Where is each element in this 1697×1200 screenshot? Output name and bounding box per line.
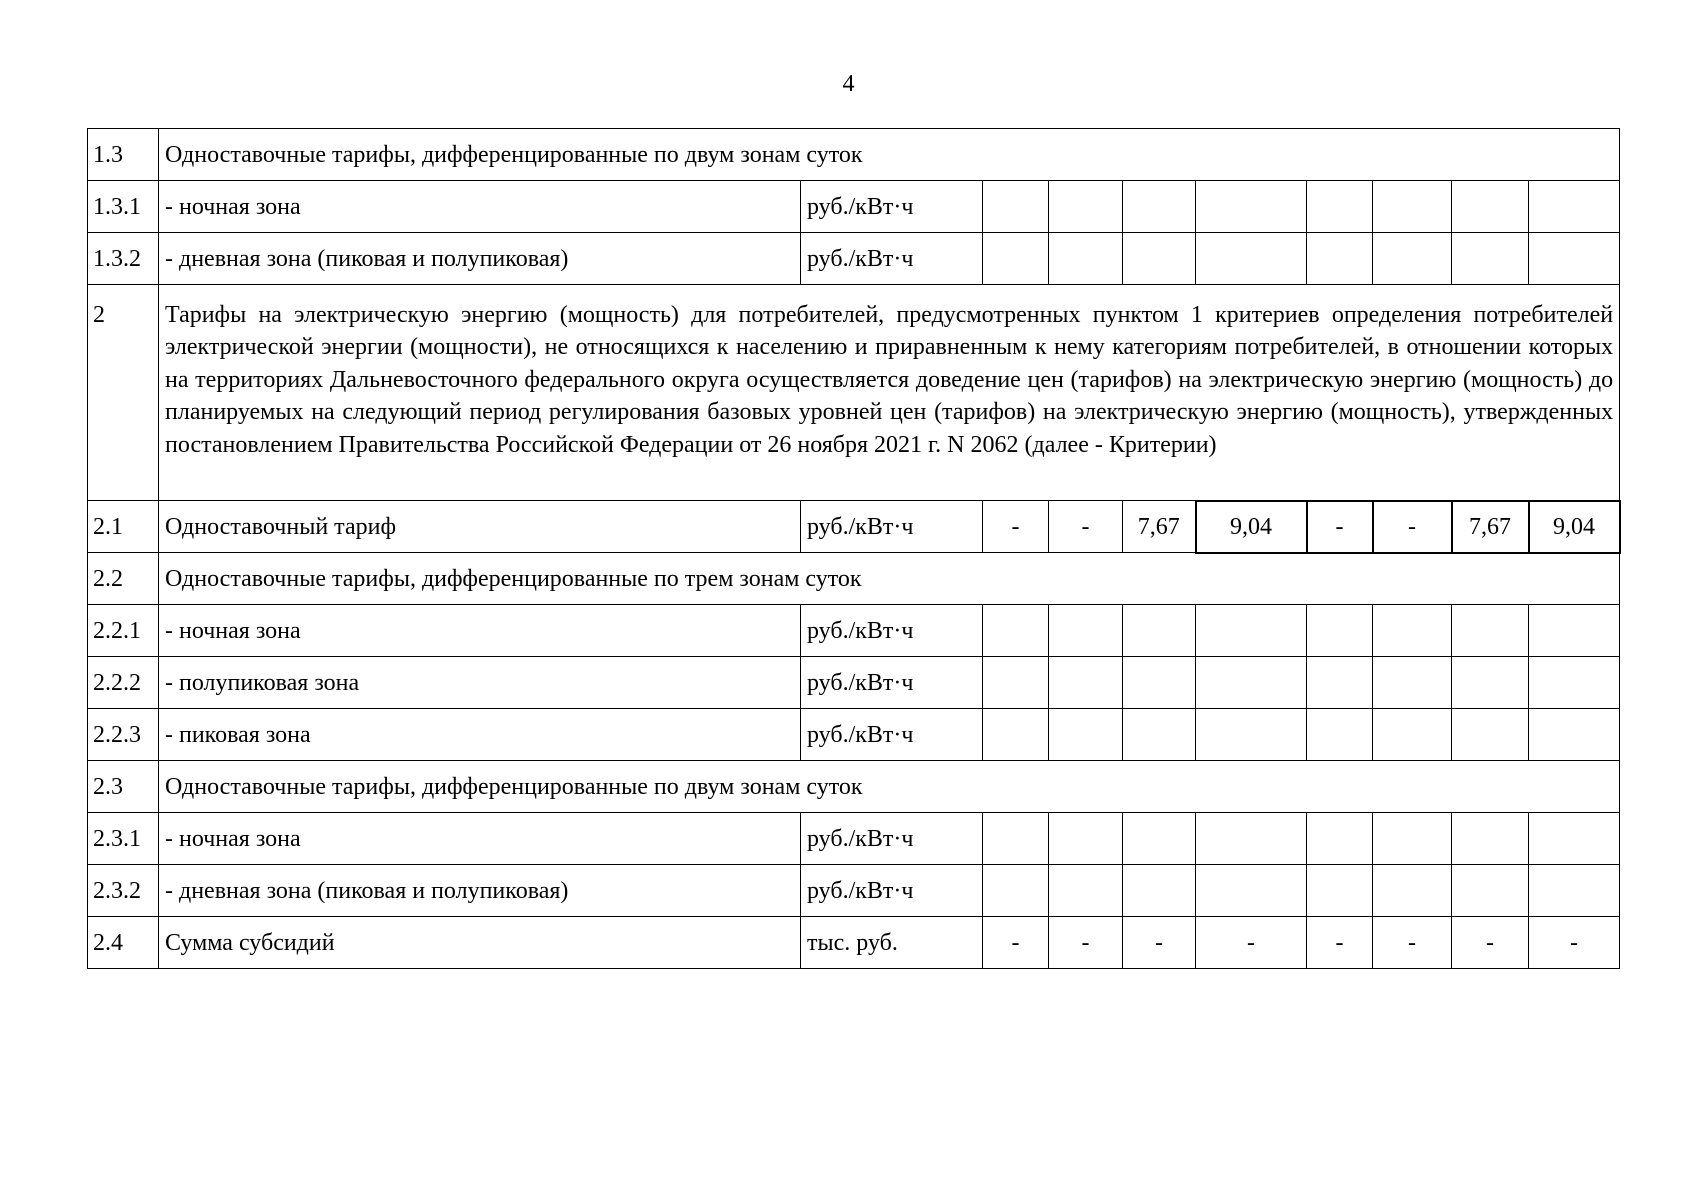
value-cell: 7,67	[1452, 501, 1529, 553]
value-cell	[1049, 865, 1123, 917]
row-name: - ночная зона	[159, 181, 801, 233]
row-unit: руб./кВт·ч	[801, 709, 983, 761]
row-number: 1.3.1	[88, 181, 159, 233]
value-cell	[983, 813, 1049, 865]
row-unit: руб./кВт·ч	[801, 605, 983, 657]
value-cell: -	[1529, 917, 1620, 969]
value-cell	[1196, 181, 1307, 233]
row-number: 2.3	[88, 761, 159, 813]
table-row	[88, 501, 1620, 553]
tariff-table	[87, 128, 1621, 969]
row-number: 2.2	[88, 553, 159, 605]
row-unit: руб./кВт·ч	[801, 233, 983, 285]
row-number: 2.2.1	[88, 605, 159, 657]
row-number: 2.4	[88, 917, 159, 969]
value-cell	[1123, 813, 1196, 865]
row-name: - дневная зона (пиковая и полупиковая)	[159, 865, 801, 917]
section-title: Одноставочные тарифы, дифференцированные по трем зонам суток	[159, 553, 1620, 605]
value-cell	[1529, 605, 1620, 657]
table-row	[88, 761, 1620, 813]
table-row	[88, 657, 1620, 709]
value-cell	[1373, 865, 1452, 917]
value-cell	[1123, 657, 1196, 709]
value-cell	[1307, 181, 1373, 233]
value-cell	[1123, 181, 1196, 233]
value-cell	[1049, 181, 1123, 233]
value-cell	[1196, 233, 1307, 285]
row-unit: руб./кВт·ч	[801, 181, 983, 233]
value-cell	[1123, 233, 1196, 285]
value-cell	[1307, 813, 1373, 865]
value-cell: 7,67	[1123, 501, 1196, 553]
value-cell	[983, 605, 1049, 657]
value-cell	[1307, 233, 1373, 285]
table-row	[88, 813, 1620, 865]
page-number: 4	[842, 71, 855, 97]
table-row	[88, 917, 1620, 969]
value-cell	[1049, 709, 1123, 761]
value-cell	[1529, 813, 1620, 865]
value-cell: -	[1307, 917, 1373, 969]
row-name: - пиковая зона	[159, 709, 801, 761]
value-cell	[1452, 605, 1529, 657]
value-cell	[1196, 605, 1307, 657]
value-cell	[1196, 865, 1307, 917]
value-cell	[983, 709, 1049, 761]
value-cell: 9,04	[1529, 501, 1620, 553]
value-cell	[983, 657, 1049, 709]
row-number: 1.3.2	[88, 233, 159, 285]
row-name: - ночная зона	[159, 813, 801, 865]
value-cell	[1529, 657, 1620, 709]
value-cell	[983, 233, 1049, 285]
value-cell	[1452, 813, 1529, 865]
row-number: 2.1	[88, 501, 159, 553]
value-cell	[1049, 233, 1123, 285]
value-cell	[1307, 657, 1373, 709]
value-cell	[1049, 605, 1123, 657]
table-row	[88, 285, 1620, 501]
value-cell	[1529, 865, 1620, 917]
row-name: Одноставочный тариф	[159, 501, 801, 553]
row-name: - полупиковая зона	[159, 657, 801, 709]
value-cell	[1307, 605, 1373, 657]
value-cell: -	[1196, 917, 1307, 969]
row-number: 2.3.1	[88, 813, 159, 865]
value-cell	[1529, 233, 1620, 285]
value-cell: -	[983, 917, 1049, 969]
row-unit: руб./кВт·ч	[801, 813, 983, 865]
row-name: Сумма субсидий	[159, 917, 801, 969]
table-row	[88, 129, 1620, 181]
row-number: 2.2.3	[88, 709, 159, 761]
value-cell	[1529, 181, 1620, 233]
row-unit: тыс. руб.	[801, 917, 983, 969]
row-unit: руб./кВт·ч	[801, 501, 983, 553]
value-cell	[1307, 709, 1373, 761]
value-cell	[1373, 233, 1452, 285]
value-cell: -	[983, 501, 1049, 553]
value-cell	[1049, 813, 1123, 865]
value-cell	[1123, 605, 1196, 657]
value-cell	[1529, 709, 1620, 761]
value-cell	[1452, 657, 1529, 709]
section-title: Одноставочные тарифы, дифференцированные по двум зонам суток	[159, 761, 1620, 813]
row-number: 2.3.2	[88, 865, 159, 917]
row-unit: руб./кВт·ч	[801, 657, 983, 709]
table-row	[88, 181, 1620, 233]
table-row	[88, 553, 1620, 605]
value-cell	[1373, 181, 1452, 233]
value-cell: -	[1373, 501, 1452, 553]
value-cell	[1049, 657, 1123, 709]
value-cell	[1196, 709, 1307, 761]
value-cell: 9,04	[1196, 501, 1307, 553]
row-number: 2	[88, 285, 159, 501]
table-row	[88, 605, 1620, 657]
row-number: 1.3	[88, 129, 159, 181]
row-name: - дневная зона (пиковая и полупиковая)	[159, 233, 801, 285]
value-cell: -	[1049, 501, 1123, 553]
value-cell	[1196, 657, 1307, 709]
value-cell	[1123, 865, 1196, 917]
value-cell	[1452, 181, 1529, 233]
value-cell: -	[1123, 917, 1196, 969]
value-cell: -	[1373, 917, 1452, 969]
value-cell	[1373, 657, 1452, 709]
row-number: 2.2.2	[88, 657, 159, 709]
row-name: - ночная зона	[159, 605, 801, 657]
value-cell	[1123, 709, 1196, 761]
row-unit: руб./кВт·ч	[801, 865, 983, 917]
value-cell: -	[1049, 917, 1123, 969]
value-cell	[1452, 233, 1529, 285]
value-cell	[1307, 865, 1373, 917]
value-cell	[1452, 865, 1529, 917]
section-title: Тарифы на электрическую энергию (мощность) для потребителей, предусмотренных пунктом 1 критериев определения потребителей электрической энергии (мощности), не относящихся к населению и приравненным к нему категориям потребителей, в отношении которых на территориях Дальневосточного федерального округа осуществляется доведение цен (тарифов) на электрическую энергию (мощность) до планируемых на следующий период регулирования базовых уровней цен (тарифов) на электрическую энергию (мощность), утвержденных постановлением Правительства Российской Федерации от 26 ноября 2021 г. N 2062 (далее - Критерии)	[159, 285, 1620, 501]
table-row	[88, 709, 1620, 761]
value-cell	[983, 865, 1049, 917]
table-row	[88, 865, 1620, 917]
value-cell	[1373, 709, 1452, 761]
value-cell	[983, 181, 1049, 233]
section-title: Одноставочные тарифы, дифференцированные по двум зонам суток	[159, 129, 1620, 181]
value-cell: -	[1452, 917, 1529, 969]
value-cell	[1373, 813, 1452, 865]
value-cell	[1373, 605, 1452, 657]
value-cell	[1196, 813, 1307, 865]
value-cell	[1452, 709, 1529, 761]
value-cell: -	[1307, 501, 1373, 553]
table-row	[88, 233, 1620, 285]
